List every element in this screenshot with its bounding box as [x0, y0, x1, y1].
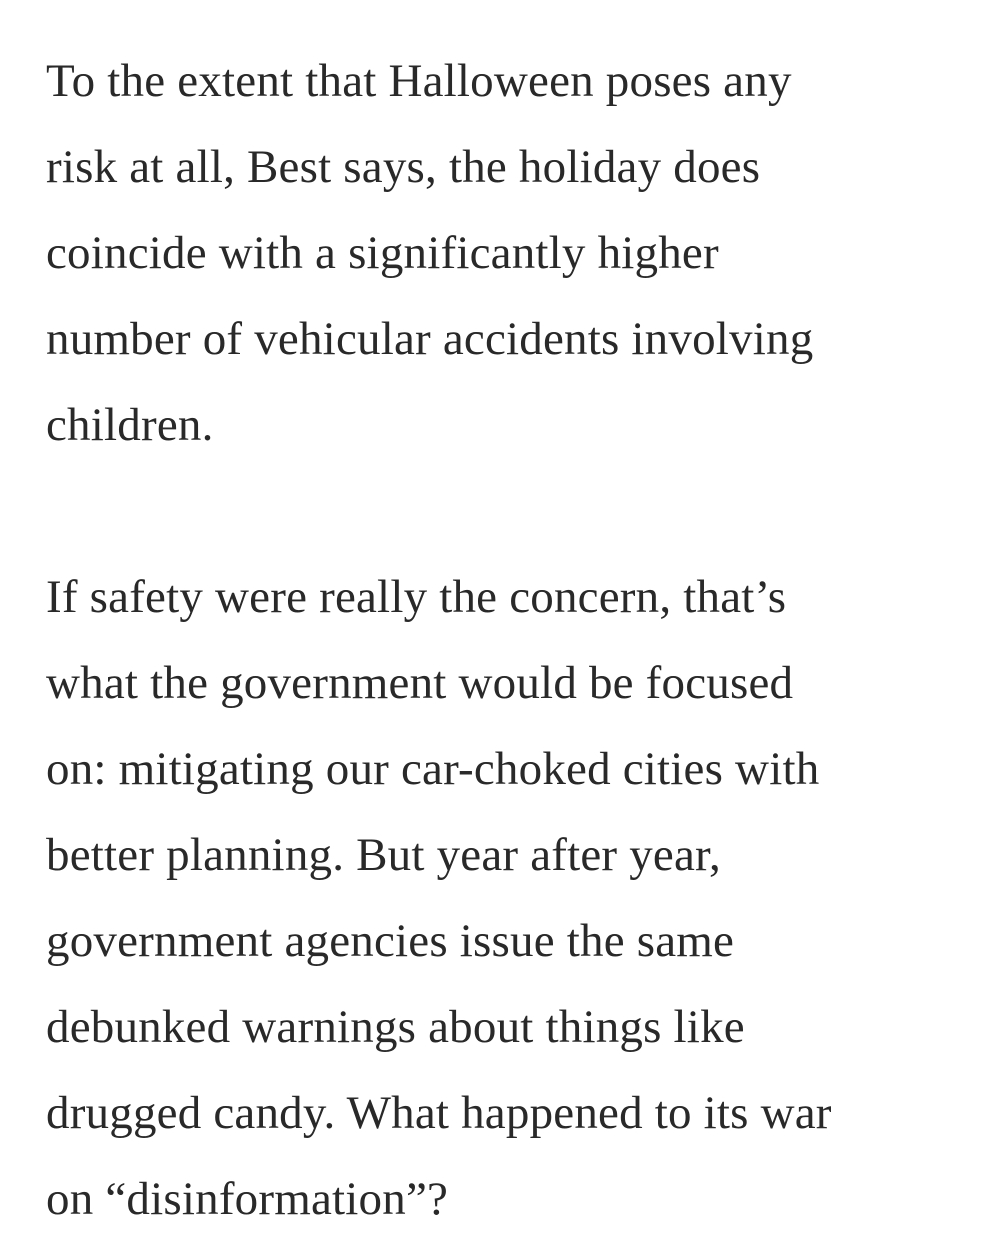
text-line: drugged candy. What happened to its war — [46, 1087, 832, 1139]
text-line: To the extent that Halloween poses any — [46, 55, 792, 107]
paragraph-safety-concern — [46, 554, 966, 1242]
text-line: children. — [46, 399, 214, 451]
text-line: If safety were really the concern, that’s — [46, 571, 787, 623]
text-line: coincide with a significantly higher — [46, 227, 719, 279]
text-line: better planning. But year after year, — [46, 829, 721, 881]
text-line: on: mitigating our car-choked cities with — [46, 743, 820, 795]
text-line: risk at all, Best says, the holiday does — [46, 141, 761, 193]
text-line: on “disinformation”? — [46, 1173, 449, 1225]
text-line: what the government would be focused — [46, 657, 794, 709]
text-line: government agencies issue the same — [46, 915, 735, 967]
text-line: debunked warnings about things like — [46, 1001, 745, 1053]
paragraph-halloween-risk — [46, 38, 966, 468]
text-line: number of vehicular accidents involving — [46, 313, 814, 365]
article-body — [46, 38, 966, 1242]
